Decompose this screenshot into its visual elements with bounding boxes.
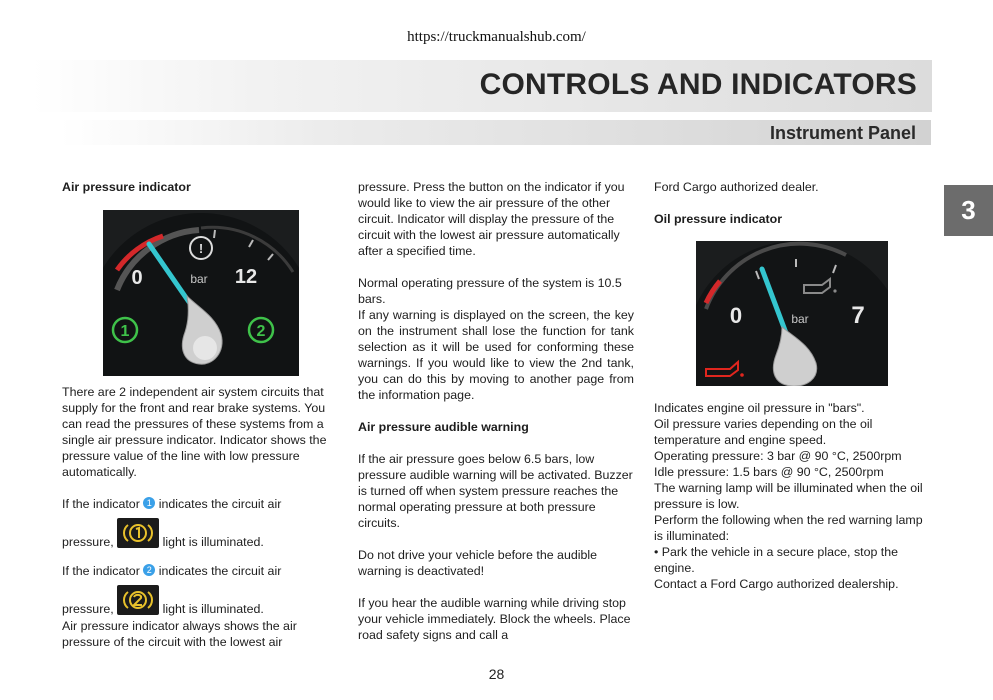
chapter-tab: 3: [944, 185, 993, 236]
lowest-pressure-paragraph: Air pressure indicator always shows the air pressure of the circuit with the lowest air: [62, 619, 297, 649]
oil-pressure-gauge-image: [696, 241, 888, 386]
audible-while-driving-paragraph: If you hear the audible warning while driving stop your vehicle immediately. Block the wheels. Place road safety signs and call a: [358, 596, 631, 642]
air-pressure-heading: Air pressure indicator: [62, 180, 191, 194]
svg-text:!: !: [198, 241, 204, 256]
normal-pressure-paragraph: Normal operating pressure of the system is 10.5 bars.: [358, 276, 622, 306]
gauge-right-scale-label: 12: [234, 266, 258, 288]
ind2-pre2: pressure,: [62, 602, 114, 616]
air-circuits-paragraph: There are 2 independent air system circuits that supply for the front and rear brake systems. You can read the pressures of these systems from a single air pressure indicator. Indicator shows the pressure value of the line with low pressure automatically.: [62, 385, 327, 479]
oil-line-8: Contact a Ford Cargo authorized dealership.: [654, 577, 899, 591]
ind1-pre2: pressure,: [62, 535, 114, 549]
oil-pressure-heading: Oil pressure indicator: [654, 212, 783, 226]
dealer-line: Ford Cargo authorized dealer.: [654, 180, 819, 194]
oil-line-4: Idle pressure: 1.5 bars @ 90 °C, 2500rpm: [654, 465, 884, 479]
source-url: https://truckmanualshub.com/: [407, 29, 586, 45]
indicator-1-lamp-line: [62, 518, 340, 551]
oil-line-5: The warning lamp will be illuminated when the oil pressure is low.: [654, 481, 923, 511]
ind2-post2: light is illuminated.: [162, 602, 264, 616]
section-subtitle: Instrument Panel: [769, 123, 916, 143]
gauge-left-scale-label: 0: [131, 267, 143, 289]
ind1-post: indicates the circuit air: [158, 497, 282, 511]
oil-line-3: Operating pressure: 3 bar @ 90 °C, 2500rpm: [654, 449, 902, 463]
circuit-1-lamp-icon: [117, 518, 159, 548]
ind1-pre: If the indicator: [62, 497, 140, 511]
oil-line-7: • Park the vehicle in a secure place, stop the engine.: [654, 545, 899, 575]
column-3: [654, 179, 930, 592]
warning-tank-paragraph: If any warning is displayed on the screen, the key on the instrument shall lose the function for tank selection as it will be used for conforming these warnings. If you would like to view the 2nd tank, you can do this by moving to another page from the information page.: [358, 308, 634, 402]
ind2-pre: If the indicator: [62, 564, 140, 578]
page-title: CONTROLS AND INDICATORS: [479, 68, 917, 101]
indicator-1-line: [62, 496, 340, 512]
oil-gauge-right-scale-label: 7: [851, 302, 865, 329]
indicator-2-lamp-line: [62, 585, 340, 618]
oil-line-2: Oil pressure varies depending on the oil temperature and engine speed.: [654, 417, 873, 447]
ind1-post2: light is illuminated.: [162, 535, 264, 549]
oil-line-6: Perform the following when the red warning lamp is illuminated:: [654, 513, 923, 543]
do-not-drive-paragraph: Do not drive your vehicle before the audible warning is deactivated!: [358, 548, 598, 578]
circuit-1-badge: 1: [143, 497, 155, 509]
low-pressure-paragraph: If the air pressure goes below 6.5 bars, low pressure audible warning will be activated. Buzzer is turned off when system pressure reaches the normal operating pressure at both pressure circuits.: [358, 452, 633, 530]
page-number: 28: [488, 666, 505, 682]
circuit-2-lamp-icon: [117, 585, 159, 615]
oil-gauge-unit-label: bar: [791, 312, 809, 326]
audible-warning-heading: Air pressure audible warning: [358, 420, 529, 434]
air-pressure-gauge-image: [103, 210, 299, 376]
ind2-post: indicates the circuit air: [158, 564, 282, 578]
circuit-2-badge: 2: [143, 564, 155, 576]
column-2: [358, 179, 634, 643]
gauge-unit-label: bar: [190, 272, 208, 286]
lamp-1-label: 1: [120, 323, 130, 340]
oil-gauge-left-scale-label: 0: [729, 303, 743, 328]
oil-line-1: Indicates engine oil pressure in "bars".: [654, 401, 865, 415]
lamp-2-label: 2: [256, 323, 266, 340]
indicator-button-paragraph: pressure. Press the button on the indicator if you would like to view the air pressure of the other circuit. Indicator will display the pressure of the circuit with the lowest air pressure automatically after a specified time.: [358, 180, 625, 258]
column-1: [62, 179, 340, 650]
indicator-2-line: [62, 563, 340, 579]
